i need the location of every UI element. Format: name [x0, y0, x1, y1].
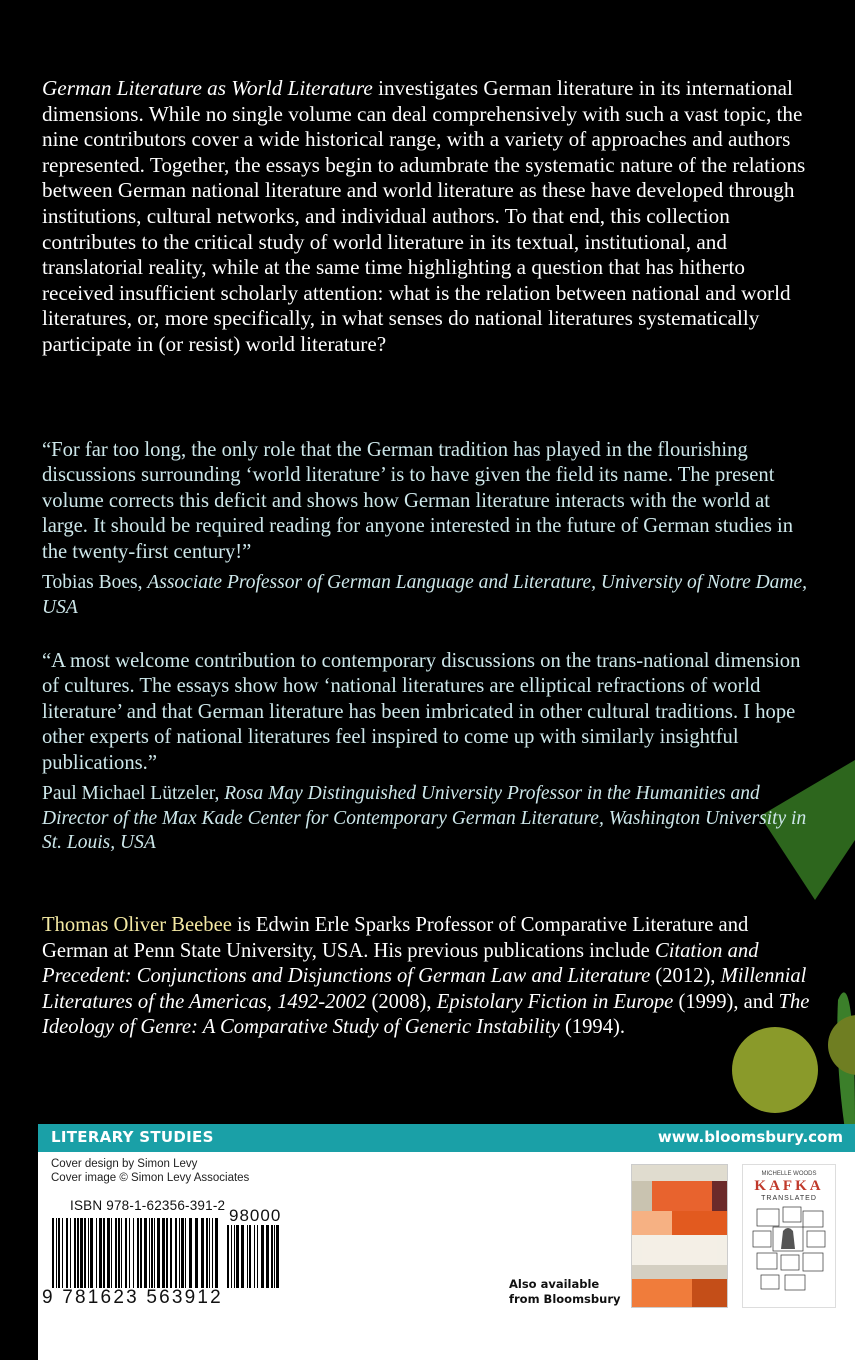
barcode-bar	[144, 1218, 147, 1288]
isbn-barcode	[50, 1218, 220, 1288]
endorsement-attribution	[42, 571, 814, 620]
book-cover-art	[743, 1165, 835, 1307]
bio-text: (1994).	[559, 1016, 625, 1039]
barcode-bar	[103, 1218, 105, 1288]
bio-text: (2008),	[366, 990, 437, 1013]
related-book-cover-2[interactable]	[742, 1164, 836, 1308]
endorser-name: Paul Michael Lützeler,	[42, 783, 225, 805]
barcode-bar	[107, 1218, 110, 1288]
barcode-bar	[66, 1218, 68, 1288]
barcode-bar	[77, 1218, 79, 1288]
endorsement-attribution	[42, 782, 814, 856]
bio-text: is Edwin Erle Sparks Professor of Comparative Literature and German at Penn State University, USA. His previous publications include	[42, 914, 749, 962]
barcode-bar	[185, 1218, 186, 1288]
barcode-bar	[227, 1225, 229, 1288]
barcode-bar	[206, 1218, 208, 1288]
barcode-bar	[195, 1218, 198, 1288]
barcode-bar	[80, 1218, 83, 1288]
barcode-bar	[58, 1218, 60, 1288]
barcode-bar	[209, 1218, 210, 1288]
barcode-bar	[121, 1218, 122, 1288]
book-title: German Literature as World Literature	[42, 76, 373, 100]
endorsement-1	[42, 438, 814, 620]
endorser-affiliation: Rosa May Distinguished University Professor in the Humanities and Director of the Max Kade Center for Contemporary German Literature, Washington University in St. Louis, USA	[42, 783, 807, 854]
barcode-bar	[249, 1225, 251, 1288]
barcode-bar	[179, 1218, 180, 1288]
endorsement-2	[42, 649, 814, 856]
barcode-bar	[56, 1218, 57, 1288]
cover-credits	[51, 1157, 249, 1185]
bio-work-title: Citation and Precedent: Conjunctions and Disjunctions of German Law and Literature	[42, 939, 759, 988]
also-available-line1: Also available	[509, 1277, 600, 1291]
category-label: LITERARY STUDIES	[51, 1128, 214, 1146]
bio-text: (2012),	[650, 965, 721, 988]
price-code: 98000	[229, 1206, 282, 1225]
bio-work-title: Millennial Literatures of the Americas, 1492-2002	[42, 965, 807, 1013]
barcode-bar	[231, 1225, 232, 1288]
barcode-bar	[266, 1225, 269, 1288]
author-bio	[42, 913, 814, 1041]
barcode-bar	[129, 1218, 130, 1288]
barcode-bar	[257, 1225, 258, 1288]
barcode-bar	[111, 1218, 112, 1288]
barcode-bar	[84, 1218, 86, 1288]
category-bar	[38, 1124, 855, 1152]
bio-text: (1999), and	[673, 990, 779, 1013]
cover-design-credit: Cover design by Simon Levy	[51, 1158, 198, 1170]
barcode-bar	[90, 1218, 93, 1288]
barcode-bar	[276, 1225, 279, 1288]
barcode-bar	[88, 1218, 89, 1288]
barcode-bar	[261, 1225, 264, 1288]
bio-work-title: Epistolary Fiction in Europe	[436, 990, 674, 1013]
also-available-line2: from Bloomsbury	[509, 1292, 621, 1306]
barcode-bar	[140, 1218, 142, 1288]
barcode-bar	[118, 1218, 120, 1288]
barcode-bar	[133, 1218, 134, 1288]
barcode-bar	[149, 1218, 150, 1288]
barcode-bar	[189, 1218, 192, 1288]
barcode-bar	[247, 1225, 248, 1288]
book-description	[42, 76, 814, 358]
barcode-digits: 9 781623 563912	[42, 1287, 223, 1308]
barcode-bar	[212, 1218, 213, 1288]
barcode-bar	[157, 1218, 160, 1288]
barcode-bar	[271, 1225, 273, 1288]
barcode-bar	[175, 1218, 177, 1288]
book2-subtitle: TRANSLATED	[761, 1195, 817, 1202]
cover-image-credit: Cover image © Simon Levy Associates	[51, 1172, 250, 1184]
bio-work-title: The Ideology of Genre: A Comparative Study of Generic Instability	[42, 990, 810, 1039]
barcode-bar	[166, 1218, 168, 1288]
description-text: investigates German literature in its international dimensions. While no single volume can deal comprehensively with such a vast topic, the nine contributors cover a wide historical range, with a variety of approaches and authors represented. Together, the essays begin to adumbrate the systematic nature of the relations between German national literature and world literature as these have developed through institutions, cultural networks, and individual authors. To that end, this collection contributes to the critical study of world literature in its textual, institutional, and translatorial reality, while at the same time highlighting a question that has hitherto received insufficient scholarly attention: what is the relation between national and world literatures, or, more specifically, in what senses do national literatures systematically participate in (or resist) world literature?	[42, 76, 806, 356]
barcode-bar	[115, 1218, 117, 1288]
endorser-affiliation: Associate Professor of German Language and Literature, University of Notre Dame, USA	[42, 572, 808, 618]
book2-title: KAFKA	[754, 1178, 824, 1194]
olive-circle-small-shape	[828, 1015, 855, 1075]
barcode-bar	[154, 1218, 155, 1288]
barcode-panel	[38, 1152, 855, 1360]
barcode-bar	[162, 1218, 165, 1288]
barcode-bar	[52, 1218, 54, 1288]
barcode-bar	[236, 1225, 239, 1288]
barcode-bar	[125, 1218, 127, 1288]
barcode-bar	[74, 1218, 76, 1288]
barcode-bar	[170, 1218, 172, 1288]
barcode-bar	[62, 1218, 63, 1288]
barcode-bar	[241, 1225, 244, 1288]
also-available-label	[509, 1277, 621, 1307]
barcode-bar	[99, 1218, 102, 1288]
barcode-bar	[96, 1218, 97, 1288]
barcode-bar	[254, 1225, 255, 1288]
related-book-cover-1[interactable]	[631, 1164, 728, 1308]
book2-author: MICHELLE WOODS	[761, 1171, 817, 1177]
author-name: Thomas Oliver Beebee	[42, 914, 232, 936]
isbn-label: ISBN 978-1-62356-391-2	[70, 1198, 226, 1213]
endorser-name: Tobias Boes,	[42, 572, 148, 594]
barcode-bar	[181, 1218, 184, 1288]
publisher-website-link[interactable]: www.bloomsbury.com	[657, 1128, 843, 1146]
barcode-bar	[70, 1218, 71, 1288]
barcode-bar	[215, 1218, 218, 1288]
endorsement-quote: “A most welcome contribution to contemporary discussions on the trans-national dimension of cultures. The essays show how ‘national literatures are elliptical refractions of world literature’ and that German literature has been imbricated in other cultural traditions. I hope other experts of national literatures feel inspired to come up with similarly insightful publications.”	[42, 650, 801, 774]
barcode-bar	[234, 1225, 235, 1288]
endorsement-quote: “For far too long, the only role that the German tradition has played in the flourishing discussions surrounding ‘world literature’ is to have given the field its name. The present volume corrects this deficit and shows how German literature interacts with the world at large. It should be required reading for anyone interested in the future of German studies in the twenty-first century!”	[42, 439, 794, 563]
barcode-bar	[137, 1218, 139, 1288]
price-barcode	[225, 1225, 285, 1288]
barcode-bar	[151, 1218, 153, 1288]
book-cover-art	[632, 1165, 727, 1307]
barcode-bar	[201, 1218, 204, 1288]
barcode-bar	[274, 1225, 275, 1288]
